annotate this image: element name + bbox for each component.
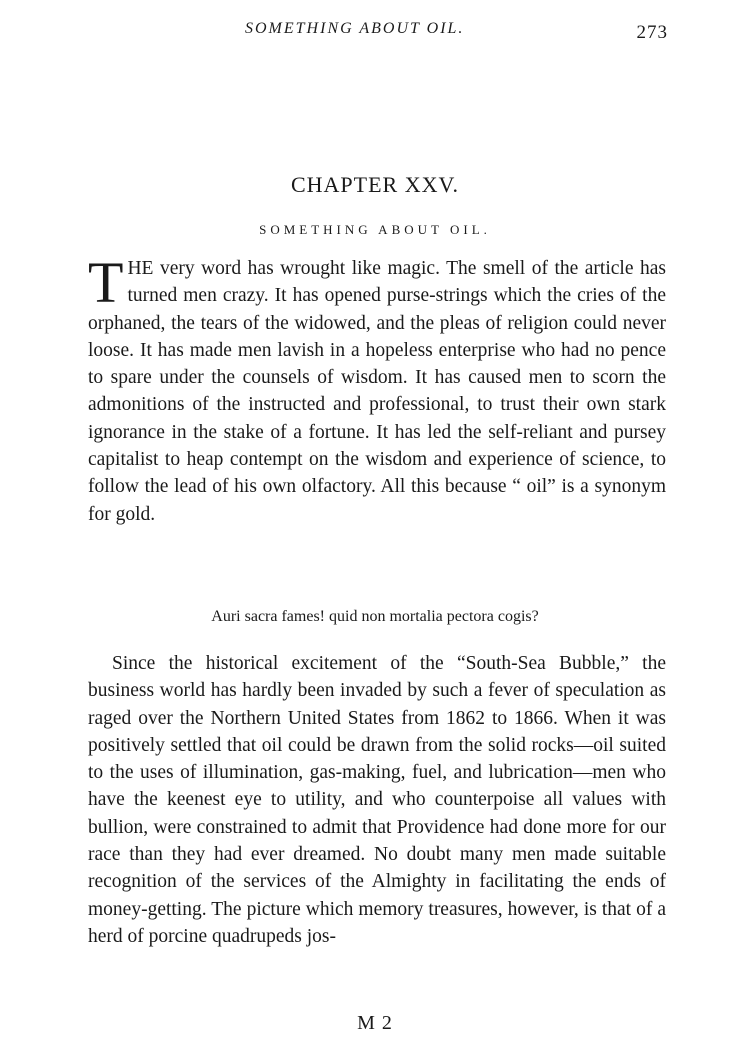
signature-mark: M 2 xyxy=(357,1012,393,1034)
latin-quote: Auri sacra fames! quid non mortalia pectora cogis? xyxy=(211,608,539,625)
paragraph-1 xyxy=(88,250,666,528)
drop-cap: T xyxy=(88,250,124,315)
running-head: SOMETHING ABOUT OIL. xyxy=(245,20,465,37)
chapter-title: CHAPTER XXV. xyxy=(290,172,460,197)
page-number: 273 xyxy=(636,22,668,43)
paragraph-1-text: HE very word has wrought like magic. The smell of the article has turned men crazy. It has opened purse-strings which the cries of the orphaned, the tears of the widowed, and the pleas of religion could never loose. It has made men lavish in a hopeless enterprise who had no pence to spare under the counsels of wisdom. It has caused men to scorn the admonitions of the instructed and professional, to trust their own stark ignorance in the stake of a fortune. It has led the self-reliant and pursey capitalist to heap contempt on the wisdom and experience of science, to follow the lead of his own olfactory. All this because “ oil” is a synonym for gold. xyxy=(88,258,666,525)
paragraph-2: Since the historical excitement of the “South-Sea Bubble,” the business world has hardly been invaded by such a fever of speculation as raged over the Northern United States from 1862 to 1866. When it was positively settled that oil could be drawn from the solid rocks—oil suited to the uses of illumination, gas-making, fuel, and lubrication—men who have the keenest eye to utility, and who counterpoise all values with bullion, were constrained to admit that Providence had done more for our race than they had ever dreamed. No doubt many men made suitable recognition of the services of the Almighty in facilitating the ends of money-getting. The picture which memory treasures, however, is that of a herd of porcine quadrupeds jos- xyxy=(88,653,666,947)
chapter-subtitle: SOMETHING ABOUT OIL. xyxy=(259,222,491,237)
